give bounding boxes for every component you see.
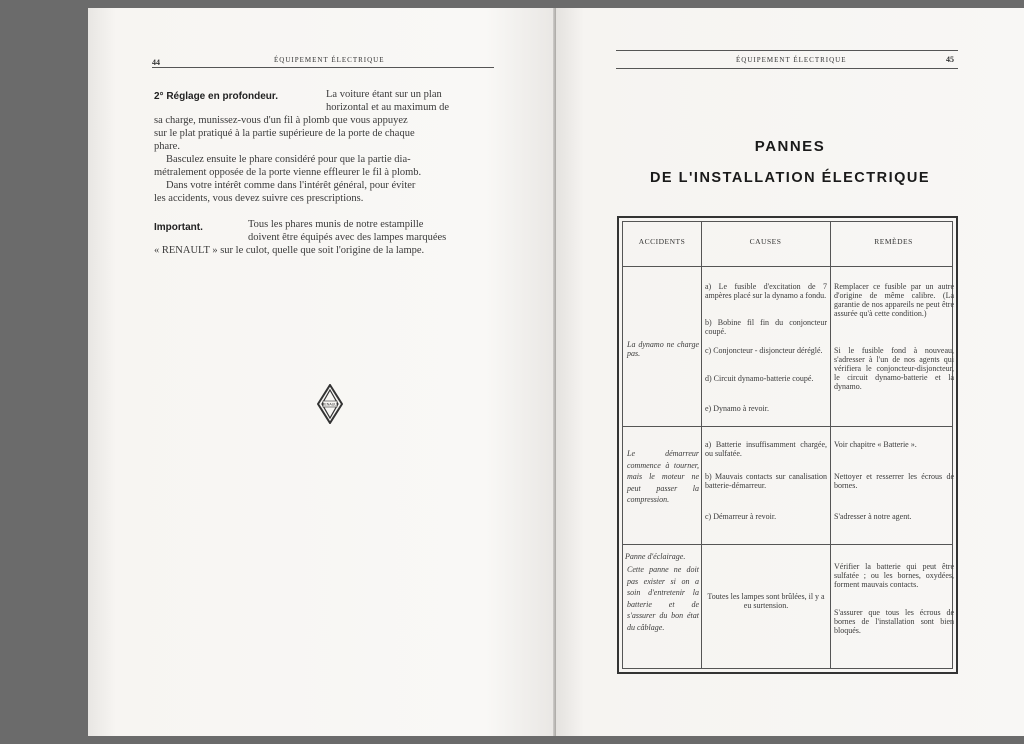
table-cell-remedy: Vérifier la batterie qui peut être sulfatée ; ou les bornes, oxydées, forment mauvais contacts. xyxy=(834,562,954,589)
body-line: les accidents, vous devez suivre ces prescriptions. xyxy=(154,193,364,204)
section-heading-reglage: 2° Réglage en profondeur. xyxy=(154,91,279,102)
table-cell-cause: a) Batterie insuffisamment chargée, ou sulfatée. xyxy=(705,440,827,458)
column-header-causes: CAUSES xyxy=(749,237,782,246)
body-line: « RENAULT » sur le culot, quelle que soit l'origine de la lampe. xyxy=(154,245,425,256)
table-cell-accident-title: Panne d'éclairage. xyxy=(625,552,686,561)
table-cell-cause: Toutes les lampes sont brûlées, il y a eu surtension. xyxy=(707,592,825,610)
table-cell-remedy: Voir chapitre « Batterie ». xyxy=(834,440,917,449)
body-line: horizontal et au maximum de xyxy=(326,102,450,113)
table-cell-cause: e) Dynamo à revoir. xyxy=(705,404,769,413)
column-divider xyxy=(830,222,831,668)
section-heading-important: Important. xyxy=(154,222,203,233)
left-page xyxy=(88,8,556,736)
column-header-remedes: REMÈDES xyxy=(874,237,913,246)
body-line: La voiture étant sur un plan xyxy=(326,89,442,100)
header-rule-left xyxy=(152,67,494,68)
right-page xyxy=(556,8,1024,736)
page-title-line1: PANNES xyxy=(754,138,826,155)
row-divider xyxy=(623,426,952,427)
table-cell-cause: a) Le fusible d'excitation de 7 ampères placé sur la dynamo a fondu. xyxy=(705,282,827,300)
table-cell-remedy: S'assurer que tous les écrous de bornes de l'installation sont bien bloqués. xyxy=(834,608,954,635)
table-cell-remedy: Nettoyer et resserrer les écrous de bornes. xyxy=(834,472,954,490)
top-rule-right xyxy=(616,50,958,51)
header-divider xyxy=(623,266,952,267)
body-line: sa charge, munissez-vous d'un fil à plomb que vous appuyez xyxy=(154,115,408,126)
header-rule-right xyxy=(616,68,958,69)
table-cell-cause: d) Circuit dynamo-batterie coupé. xyxy=(705,374,814,383)
table-cell-remedy: S'adresser à notre agent. xyxy=(834,512,912,521)
table-cell-cause: b) Bobine fil fin du conjoncteur coupé. xyxy=(705,318,827,336)
table-cell-cause: c) Démarreur à revoir. xyxy=(705,512,777,521)
troubleshooting-table xyxy=(617,216,958,674)
table-inner-frame xyxy=(622,221,953,669)
table-cell-cause: c) Conjoncteur - disjoncteur déréglé. xyxy=(705,346,823,355)
body-line: Basculez ensuite le phare considéré pour que la partie dia- xyxy=(166,154,411,165)
page-number-right: 45 xyxy=(946,55,954,64)
body-line: phare. xyxy=(154,141,180,152)
row-divider xyxy=(623,544,952,545)
renault-diamond-logo xyxy=(317,384,343,424)
table-cell-accident: Cette panne ne doit pas exister si on a soin d'entretenir la batterie et de s'assurer du bon état du câblage. xyxy=(627,565,699,632)
column-header-accidents: ACCIDENTS xyxy=(638,237,686,246)
column-divider xyxy=(701,222,702,668)
table-cell-accident: Le démarreur commence à tourner, mais le moteur ne peut passer la compression. xyxy=(627,449,699,504)
running-head-left: ÉQUIPEMENT ÉLECTRIQUE xyxy=(274,56,385,64)
table-cell-remedy: Remplacer ce fusible par un autre d'origine de même calibre. (La garantie de nos appareils ne peut être assurée qu'à cette condition.) xyxy=(834,282,954,318)
table-cell-cause: b) Mauvais contacts sur canalisation batterie-démarreur. xyxy=(705,472,827,490)
logo-wordmark: RENAULT xyxy=(321,402,339,407)
page-title-line2: DE L'INSTALLATION ÉLECTRIQUE xyxy=(649,170,931,186)
body-line: Dans votre intérêt comme dans l'intérêt général, pour éviter xyxy=(166,180,416,191)
page-number-left: 44 xyxy=(152,58,160,67)
table-cell-accident: La dynamo ne charge pas. xyxy=(627,340,699,358)
body-line: sur le plat pratiqué à la partie supérieure de la porte de chaque xyxy=(154,128,415,139)
table-cell-remedy: Si le fusible fond à nouveau, s'adresser à l'un de nos agents qui vérifiera le conjoncteur-disjoncteur, le circuit dynamo-batterie et la dynamo. xyxy=(834,346,954,391)
running-head-right: ÉQUIPEMENT ÉLECTRIQUE xyxy=(736,56,847,64)
body-line: Tous les phares munis de notre estampille xyxy=(248,219,424,230)
body-line: doivent être équipés avec des lampes marquées xyxy=(248,232,447,243)
body-line: métralement opposée de la porte vienne effleurer le fil à plomb. xyxy=(154,167,422,178)
